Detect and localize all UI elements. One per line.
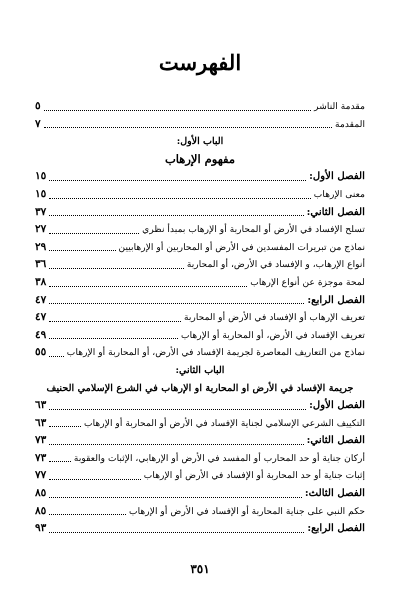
- toc-section-heading: الباب الأول:: [176, 136, 224, 148]
- dot-leader: [49, 479, 140, 480]
- toc-entry-title: المقدمة: [335, 118, 365, 130]
- toc-entry-title: تعريف الإفساد في الأرض، أو المحاربة أو الإرهاب: [180, 329, 365, 341]
- dot-leader: [49, 250, 115, 251]
- toc-entry-title: حكم النبي على جناية المحاربة أو الإفساد في الأرض أو الإرهاب: [128, 505, 365, 517]
- toc-entry-title: مقدمة الناشر: [314, 101, 365, 112]
- toc-chapter-row[interactable]: [35, 520, 365, 538]
- toc-list: [35, 98, 365, 538]
- toc-page-number: ٤٩: [35, 328, 47, 341]
- toc-entry-title: أركان جناية أو حد المحارب أو المفسد في الأرض أو الإرهابي، الإثبات والعقوبة: [73, 452, 365, 464]
- toc-page-number: ٣٦: [35, 258, 47, 271]
- toc-entry-title: الفصل الثاني:: [306, 205, 365, 218]
- toc-entry-title: إثبات جناية أو حد المحاربة أو الإفساد في الأرض أو الإرهاب: [143, 470, 365, 482]
- toc-page-number: ٨٥: [35, 487, 47, 500]
- toc-page-number: ٧٣: [35, 451, 47, 464]
- toc-entry-row[interactable]: [35, 274, 365, 292]
- toc-page-number: ٦٣: [35, 399, 47, 412]
- dot-leader: [49, 338, 178, 339]
- toc-chapter-row[interactable]: [35, 397, 365, 415]
- toc-entry-title: الفصل الرابع:: [307, 522, 365, 535]
- toc-entry-title: الفصل الأول:: [309, 170, 365, 183]
- toc-page-number: ٧٧: [35, 469, 47, 482]
- toc-page-number: ٣٨: [35, 275, 47, 288]
- toc-entry-row[interactable]: [35, 116, 365, 134]
- toc-chapter-row[interactable]: [35, 432, 365, 450]
- toc-page-number: ٩٣: [35, 522, 47, 535]
- toc-entry-row[interactable]: [35, 221, 365, 239]
- page-number: ٣٥١: [190, 562, 210, 576]
- page-title: الفهرست: [158, 50, 242, 75]
- toc-section-heading: جريمة الإفساد في الأرض او المحاربة او الإرهاب في الشرع الإسلامي الحنيف: [46, 382, 354, 394]
- toc-entry-title: تسلح الإفساد في الأرض أو المحاربة أو الإرهاب بمبدأ نظري: [142, 224, 365, 236]
- toc-entry-row[interactable]: [35, 239, 365, 257]
- dot-leader: [49, 426, 81, 427]
- toc-entry-title: أنواع الإرهاب، و الإفساد في الأرض، أو المحاربة: [186, 259, 365, 271]
- dot-leader: [49, 268, 184, 269]
- toc-page-number: ٧: [35, 117, 41, 130]
- toc-page-number: ٢٩: [35, 240, 47, 253]
- toc-page-number: ٤٧: [35, 293, 47, 306]
- toc-entry-title: الفصل الأول:: [309, 399, 365, 412]
- toc-entry-row[interactable]: [35, 256, 365, 274]
- dot-leader: [49, 444, 303, 445]
- toc-section-heading: الباب الثاني:: [175, 364, 225, 376]
- toc-page-number: ٧٣: [35, 434, 47, 447]
- dot-leader: [49, 514, 126, 515]
- toc-page-number: ٥٥: [35, 346, 47, 359]
- toc-page-number: ٨٥: [35, 504, 47, 517]
- toc-entry-title: تعريف الإرهاب أو الإفساد في الأرض أو المحاربة: [183, 312, 365, 324]
- toc-entry-title: نماذج من تبريرات المفسدين في الأرض أو المحاربين أو الإرهابيين: [118, 241, 365, 253]
- dot-leader: [49, 233, 139, 234]
- toc-page-number: ٤٧: [35, 311, 47, 324]
- toc-entry-row[interactable]: [35, 327, 365, 345]
- toc-entry-title: نماذج من التعاريف المعاصرة لجريمة الإفساد في الأرض، أو المحاربة أو الإرهاب: [66, 347, 365, 359]
- dot-leader: [49, 286, 247, 287]
- toc-entry-row[interactable]: [35, 467, 365, 485]
- toc-chapter-row[interactable]: [35, 168, 365, 186]
- toc-page-number: ٦٣: [35, 416, 47, 429]
- toc-page-number: ١٥: [35, 170, 47, 183]
- dot-leader: [49, 215, 303, 216]
- toc-chapter-row[interactable]: [35, 204, 365, 222]
- dot-leader: [44, 110, 312, 111]
- toc-entry-row[interactable]: [35, 415, 365, 433]
- toc-page-number: ٣٧: [35, 205, 47, 218]
- toc-entry-row[interactable]: [35, 503, 365, 521]
- dot-leader: [49, 532, 304, 533]
- dot-leader: [49, 356, 64, 357]
- toc-entry-row[interactable]: [35, 450, 365, 468]
- toc-entry-title: معنى الإرهاب: [313, 188, 365, 200]
- toc-entry-row[interactable]: [35, 309, 365, 327]
- toc-entry-title: لمحة موجزة عن أنواع الإرهاب: [250, 276, 365, 288]
- toc-chapter-row[interactable]: [35, 485, 365, 503]
- dot-leader: [49, 409, 306, 410]
- toc-entry-row[interactable]: [35, 186, 365, 204]
- toc-entry-title: الفصل الثاني:: [306, 434, 365, 447]
- dot-leader: [44, 127, 332, 128]
- toc-entry-row[interactable]: [35, 344, 365, 362]
- toc-entry-row[interactable]: [35, 98, 365, 116]
- dot-leader: [49, 497, 302, 498]
- toc-page-number: ٢٧: [35, 223, 47, 236]
- dot-leader: [49, 180, 306, 181]
- dot-leader: [49, 461, 71, 462]
- dot-leader: [49, 198, 310, 199]
- toc-section-heading: مفهوم الإرهاب: [164, 151, 236, 166]
- dot-leader: [49, 303, 304, 304]
- toc-chapter-row[interactable]: [35, 292, 365, 310]
- toc-entry-title: الفصل الرابع:: [307, 293, 365, 306]
- dot-leader: [49, 321, 181, 322]
- toc-page-number: ٥: [35, 100, 41, 112]
- toc-entry-title: التكييف الشرعي الإسلامي لجناية الإفساد في الأرض أو المحاربة أو الإرهاب: [83, 417, 365, 429]
- toc-page-number: ١٥: [35, 187, 47, 200]
- toc-entry-title: الفصل الثالث:: [304, 487, 365, 500]
